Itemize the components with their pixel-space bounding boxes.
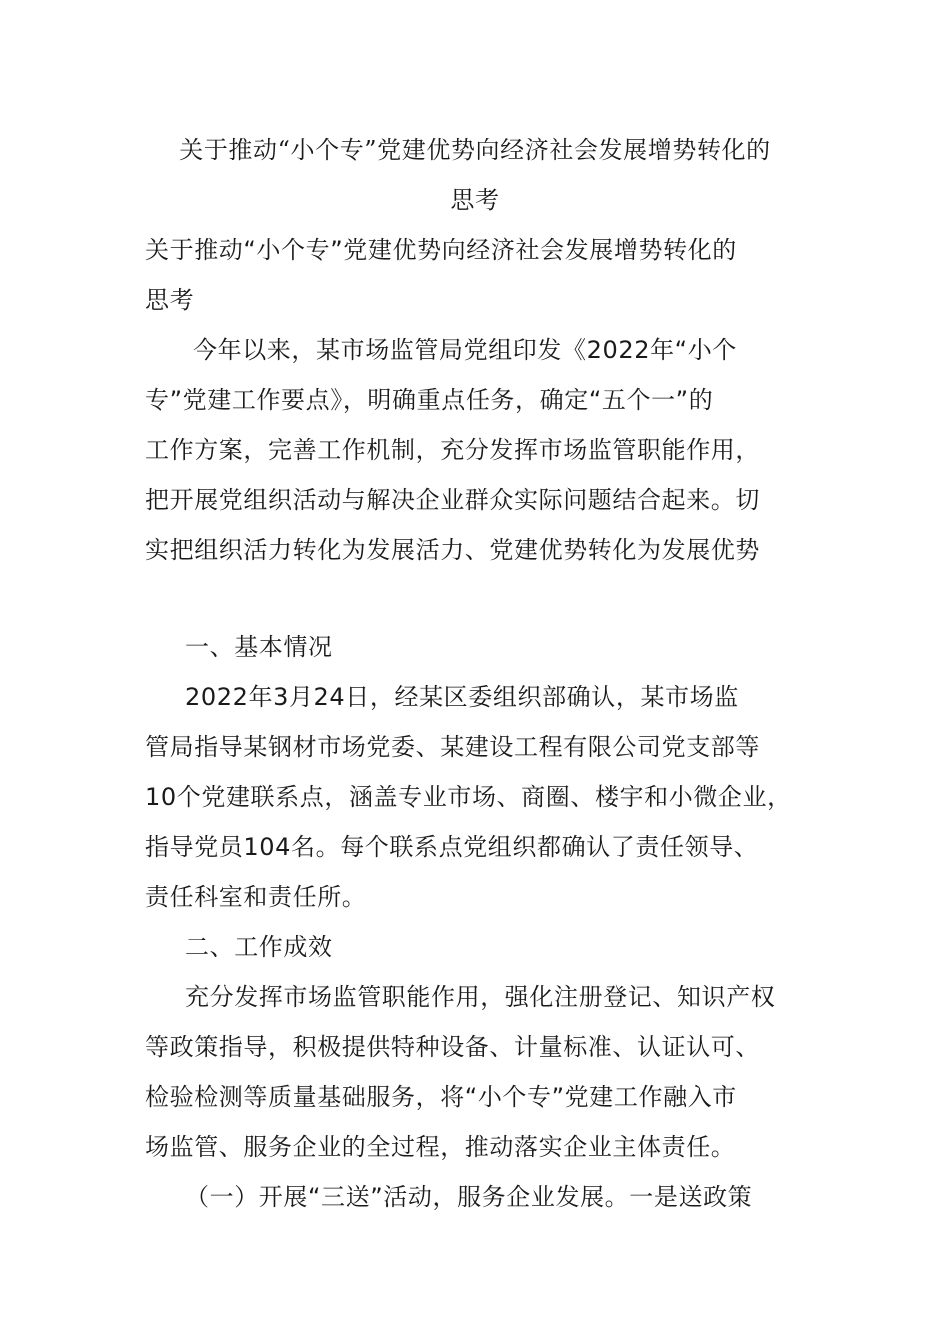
section-2-line-1: 充分发挥市场监管职能作用，强化注册登记、知识产权 [185, 983, 776, 1011]
intro-line-5: 实把组织活力转化为发展活力、党建优势转化为发展优势 [145, 536, 760, 564]
section-1-line-1: 2022年3月24日，经某区委组织部确认，某市场监 [185, 683, 739, 711]
section-1-line-5: 责任科室和责任所。 [145, 883, 367, 911]
section-1-line-2: 管局指导某钢材市场党委、某建设工程有限公司党支部等 [145, 733, 760, 761]
section-2-line-4: 场监管、服务企业的全过程，推动落实企业主体责任。 [145, 1133, 736, 1161]
section-2-heading: 二、工作成效 [185, 933, 333, 961]
section-2-line-2: 等政策指导，积极提供特种设备、计量标准、认证认可、 [145, 1033, 760, 1061]
document-title-line-1: 关于推动“小个专”党建优势向经济社会发展增势转化的 [179, 136, 771, 164]
subsection-1-line-1: （一）开展“三送”活动，服务企业发展。一是送政策 [185, 1183, 753, 1211]
section-1-line-4: 指导党员104名。每个联系点党组织都确认了责任领导、 [145, 833, 759, 861]
repeat-title-line-1: 关于推动“小个专”党建优势向经济社会发展增势转化的 [145, 236, 737, 264]
intro-line-1: 今年以来，某市场监管局党组印发《2022年“小个 [193, 336, 737, 364]
intro-line-2: 专”党建工作要点》，明确重点任务，确定“五个一”的 [145, 386, 714, 414]
document-title-line-2: 思考 [450, 186, 500, 214]
repeat-title-line-2: 思考 [145, 286, 195, 314]
section-2-line-3: 检验检测等质量基础服务，将“小个专”党建工作融入市 [145, 1083, 737, 1111]
intro-line-3: 工作方案，完善工作机制，充分发挥市场监管职能作用， [145, 436, 760, 464]
section-1-line-3: 10个党建联系点，涵盖专业市场、商圈、楼宇和小微企业， [145, 783, 792, 811]
section-1-heading: 一、基本情况 [185, 633, 333, 661]
intro-line-4: 把开展党组织活动与解决企业群众实际问题结合起来。切 [145, 486, 760, 514]
